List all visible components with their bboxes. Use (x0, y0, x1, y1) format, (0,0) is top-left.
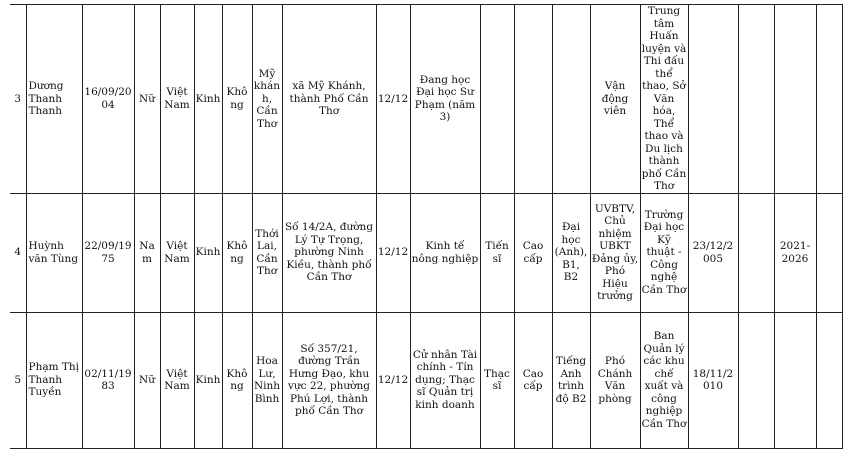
religion-cell: Không (222, 193, 252, 312)
dob-cell: 02/11/1983 (82, 312, 134, 448)
stt-cell: 4 (10, 193, 26, 312)
specialized-cell: Đang học Đại học Sư Phạm (năm 3) (410, 5, 480, 194)
academic-degree-cell (480, 5, 514, 194)
gender-cell: Nữ (134, 312, 160, 448)
stt-cell: 5 (10, 312, 26, 448)
residence-cell: Số 14/2A, đường Lý Tự Trọng, phường Ninh Kiều, thành phố Cần Thơ (282, 193, 376, 312)
workplace-cell: Trung tâm Huấn luyện và Thi đấu thể thao, Sở Văn hóa, Thể thao và Du lịch thành phố Cần Thơ (641, 5, 687, 192)
position-cell: Vận động viên (590, 5, 640, 194)
workplace-cell: Trường Đại học Kỹ thuật - Công nghệ Cần Thơ (640, 193, 688, 312)
party-join-date-cell: 18/11/2010 (688, 312, 738, 448)
specialized-cell: Cử nhân Tài chính - Tín dụng; Thạc sĩ Quản trị kinh doanh (410, 312, 480, 448)
religion-cell: Không (222, 5, 252, 194)
party-join-date-cell (688, 5, 738, 194)
ethnicity-cell: Kinh (194, 312, 222, 448)
candidate-table-page (10, 4, 811, 436)
political-theory-cell (514, 5, 552, 194)
table-row (10, 312, 842, 448)
gender-cell: Nữ (134, 5, 160, 194)
position-cell: UVBTV, Chủ nhiệm UBKT Đảng ủy, Phó Hiệu trưởng (590, 193, 640, 312)
table-row (10, 193, 842, 312)
residence-cell: Số 357/21, đường Trần Hưng Đạo, khu vực 22, phường Phú Lợi, thành phố Cần Thơ (282, 312, 376, 448)
dob-cell: 16/09/2004 (82, 5, 134, 194)
name-cell: Phạm Thị Thanh Tuyền (26, 312, 82, 448)
nationality-cell: Việt Nam (160, 312, 194, 448)
term-cell (774, 312, 816, 448)
general-education-cell: 12/12 (376, 5, 410, 194)
specialized-cell: Kinh tế nông nghiệp (410, 193, 480, 312)
political-theory-cell: Cao cấp (514, 193, 552, 312)
table-row (10, 5, 842, 194)
extra1-cell (738, 5, 774, 194)
academic-degree-cell: Tiến sĩ (480, 193, 514, 312)
dob-cell: 22/09/1975 (82, 193, 134, 312)
political-theory-cell: Cao cấp (514, 312, 552, 448)
nationality-cell: Việt Nam (160, 5, 194, 194)
hometown-cell: Hoa Lư, Ninh Bình (252, 312, 282, 448)
extra1-cell (738, 193, 774, 312)
residence-cell: xã Mỹ Khánh, thành Phố Cần Thơ (282, 5, 376, 194)
hometown-cell: Mỹ khánh, Cần Thơ (252, 5, 282, 194)
workplace-cell: Ban Quản lý các khu chế xuất và công nghiệp Cần Thơ (640, 312, 688, 448)
hometown-cell: Thới Lai, Cần Thơ (252, 193, 282, 312)
foreign-language-cell (552, 5, 590, 194)
name-cell: Dương Thanh Thanh (26, 5, 82, 194)
party-join-date-cell: 23/12/2005 (688, 193, 738, 312)
foreign-language-cell: Tiếng Anh trình độ B2 (552, 312, 590, 448)
foreign-language-cell: Đại học (Anh), B1, B2 (552, 193, 590, 312)
table-body (10, 5, 842, 449)
name-cell: Huỳnh văn Tùng (26, 193, 82, 312)
stt-cell: 3 (10, 5, 26, 194)
position-cell: Phó Chánh Văn phòng (590, 312, 640, 448)
term-cell (774, 5, 816, 194)
general-education-cell: 12/12 (376, 193, 410, 312)
general-education-cell: 12/12 (376, 312, 410, 448)
ethnicity-cell: Kinh (194, 5, 222, 194)
gender-cell: Nam (134, 193, 160, 312)
extra2-cell (816, 5, 842, 194)
extra2-cell (816, 193, 842, 312)
candidate-table (10, 4, 843, 449)
religion-cell: Không (222, 312, 252, 448)
term-cell: 2021-2026 (774, 193, 816, 312)
extra2-cell (816, 312, 842, 448)
extra1-cell (738, 312, 774, 448)
nationality-cell: Việt Nam (160, 193, 194, 312)
academic-degree-cell: Thạc sĩ (480, 312, 514, 448)
ethnicity-cell: Kinh (194, 193, 222, 312)
